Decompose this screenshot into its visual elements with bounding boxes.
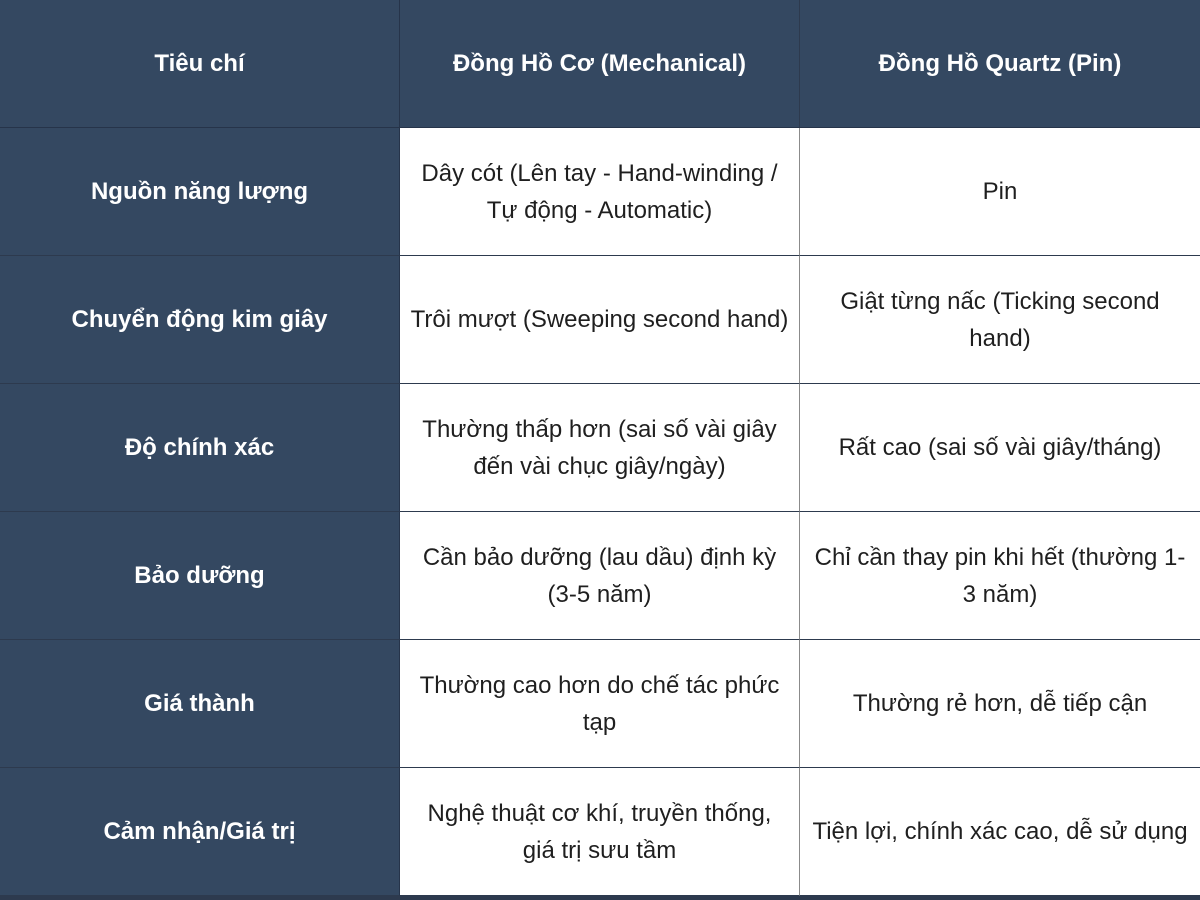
row-criterion-value: Cảm nhận/Giá trị [0,768,400,896]
header-criterion: Tiêu chí [0,0,400,128]
cell-quartz-energy: Pin [800,128,1200,256]
row-criterion-accuracy: Độ chính xác [0,384,400,512]
row-criterion-energy: Nguồn năng lượng [0,128,400,256]
row-criterion-maintenance: Bảo dưỡng [0,512,400,640]
cell-quartz-accuracy: Rất cao (sai số vài giây/tháng) [800,384,1200,512]
row-criterion-price: Giá thành [0,640,400,768]
cell-quartz-maintenance: Chỉ cần thay pin khi hết (thường 1-3 năm) [800,512,1200,640]
cell-mechanical-price: Thường cao hơn do chế tác phức tạp [400,640,800,768]
cell-mechanical-second-hand: Trôi mượt (Sweeping second hand) [400,256,800,384]
table-bottom-border [0,896,1200,900]
cell-quartz-price: Thường rẻ hơn, dễ tiếp cận [800,640,1200,768]
cell-mechanical-maintenance: Cần bảo dưỡng (lau dầu) định kỳ (3-5 năm) [400,512,800,640]
cell-mechanical-value: Nghệ thuật cơ khí, truyền thống, giá trị sưu tầm [400,768,800,896]
header-mechanical: Đồng Hồ Cơ (Mechanical) [400,0,800,128]
header-quartz: Đồng Hồ Quartz (Pin) [800,0,1200,128]
cell-mechanical-accuracy: Thường thấp hơn (sai số vài giây đến vài chục giây/ngày) [400,384,800,512]
cell-quartz-second-hand: Giật từng nấc (Ticking second hand) [800,256,1200,384]
row-criterion-second-hand: Chuyển động kim giây [0,256,400,384]
cell-mechanical-energy: Dây cót (Lên tay - Hand-winding / Tự động - Automatic) [400,128,800,256]
cell-quartz-value: Tiện lợi, chính xác cao, dễ sử dụng [800,768,1200,896]
